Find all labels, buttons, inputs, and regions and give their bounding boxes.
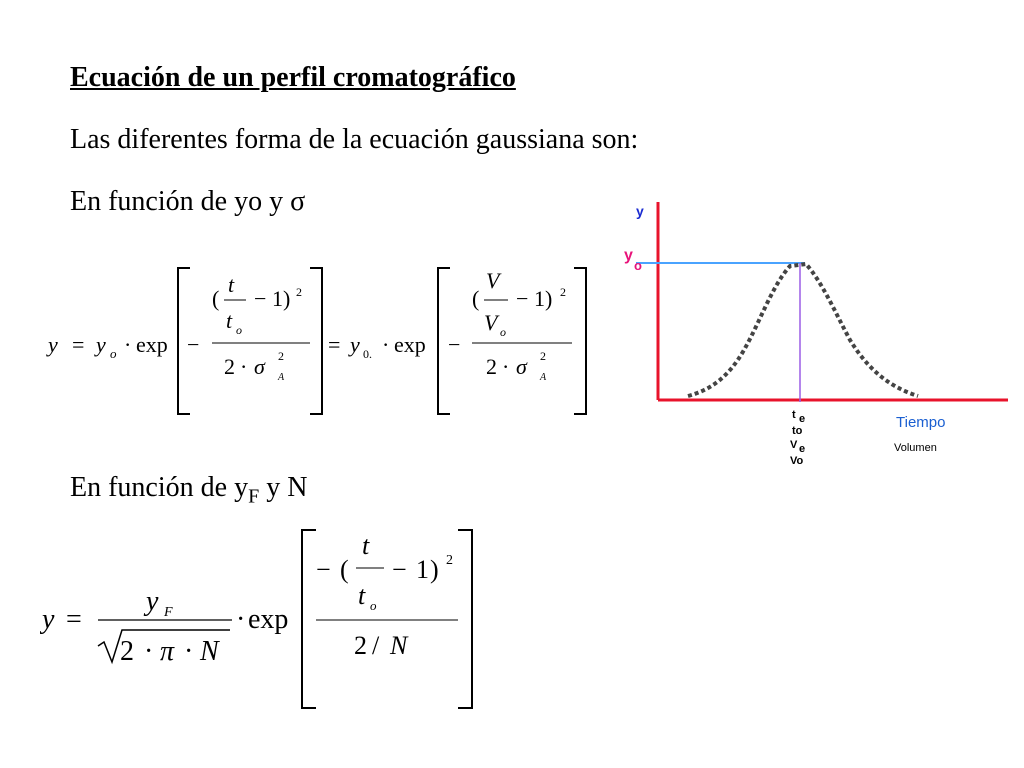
to-label: to — [792, 425, 803, 437]
eq2-bracket-right — [458, 530, 472, 708]
eq2-den-slash: / — [372, 631, 380, 660]
te-label: t — [792, 409, 796, 421]
intro-text: Las diferentes forma de la ecuación gaussiana son: — [70, 124, 639, 155]
ve-label-sub: e — [799, 443, 806, 455]
eq1-lparen2: ( — [472, 286, 480, 311]
eq2-yF-sub: F — [164, 605, 173, 620]
eq2-exp-two: 2 — [446, 553, 453, 568]
eq1-den-two1: 2 — [224, 354, 235, 379]
eq2-t-den-sub: o — [370, 598, 377, 613]
eq1-den-dot2: · — [502, 354, 510, 379]
eq2-minus: − — [316, 555, 331, 584]
eq1-sigma-sq1: 2 — [278, 349, 284, 363]
eq2-one: 1 — [416, 555, 429, 584]
eq1-sigma1: σ — [254, 354, 265, 379]
eq1-minus1: − — [187, 332, 200, 357]
eq1-yo-sub: o — [110, 346, 117, 361]
eq1-bracket-right1 — [310, 268, 322, 414]
eq1-sigma-sub2: A — [540, 372, 547, 383]
eq1-exp-two1: 2 — [296, 285, 302, 299]
eq2-rparen: ) — [430, 555, 439, 584]
eq2-t-num: t — [362, 531, 370, 560]
section2-subscript: F — [248, 485, 260, 508]
eq2-den-two: 2 — [354, 631, 367, 660]
eq1-V-den: V — [484, 310, 498, 335]
eq1-dot2: · — [382, 332, 390, 357]
eq2-N: N — [200, 636, 219, 667]
eq1-sigma-sq2: 2 — [540, 349, 546, 363]
section2-prefix: En función de y — [70, 472, 249, 503]
eq1-bracket-right2 — [574, 268, 586, 414]
eq1-exp2: exp — [394, 332, 426, 357]
section1-prefix: En función de yo y — [70, 186, 291, 217]
eq2-lhs-y: y — [42, 604, 55, 635]
eq1-rparen2: ) — [545, 286, 553, 311]
eq2-den-N: N — [390, 631, 408, 660]
eq2-dot2: · — [184, 636, 194, 667]
eq1-den-dot1: · — [240, 354, 248, 379]
eq1-minus-inner2: − — [516, 286, 529, 311]
eq2-minus-inner: − — [392, 555, 407, 584]
section1-heading — [70, 186, 305, 218]
eq1-minus-inner1: − — [254, 286, 267, 311]
eq1-lparen1: ( — [212, 286, 220, 311]
eq1-one1: 1 — [272, 286, 283, 311]
eq1-V-num: V — [486, 268, 500, 293]
ve-label: V — [790, 439, 798, 451]
slide-title: Ecuación de un perfil cromatográfico — [70, 62, 516, 93]
yo-label: y — [624, 247, 633, 264]
yo-label-sub: o — [634, 258, 642, 273]
eq1-exp-two2: 2 — [560, 285, 566, 299]
eq1-equals2: = — [328, 332, 341, 357]
eq1-yo-y: y — [96, 332, 106, 357]
sigma-symbol: σ — [290, 186, 306, 217]
eq2-pi: π — [160, 636, 175, 667]
eq1-equals: = — [72, 332, 85, 357]
section2-heading — [70, 472, 307, 509]
vo-label: Vo — [790, 455, 804, 467]
eq2-lparen: ( — [340, 555, 349, 584]
eq1-den-two2: 2 — [486, 354, 497, 379]
eq2-equals: = — [66, 604, 82, 635]
eq1-lhs-y: y — [48, 332, 58, 357]
eq1-rparen1: ) — [283, 286, 291, 311]
eq1-t-den-sub: o — [236, 323, 242, 337]
eq1-sigma2: σ — [516, 354, 527, 379]
equation-1 — [40, 262, 600, 422]
eq2-dot3: · — [236, 604, 246, 635]
eq1-dot1: · — [124, 332, 132, 357]
eq1-y0: y — [350, 332, 360, 357]
eq2-two: 2 — [120, 636, 134, 667]
x-axis-label-time: Tiempo — [896, 414, 946, 431]
section2-suffix: y N — [259, 472, 308, 503]
equation-2 — [40, 524, 500, 714]
x-axis-label-volume: Volumen — [894, 442, 937, 454]
eq2-exp: exp — [248, 604, 289, 635]
eq2-yF-y: y — [146, 586, 159, 617]
eq1-t-num: t — [228, 272, 235, 297]
chromatogram-figure — [600, 190, 1010, 480]
te-label-sub: e — [799, 413, 806, 425]
eq1-y0-sub: 0. — [363, 347, 372, 361]
eq2-t-den: t — [358, 581, 366, 610]
eq1-one2: 1 — [534, 286, 545, 311]
eq2-bracket-left — [302, 530, 316, 708]
eq1-V-den-sub: o — [500, 325, 506, 339]
eq2-dot1: · — [144, 636, 154, 667]
eq1-t-den: t — [226, 308, 233, 333]
chromatographic-peak — [688, 264, 918, 396]
y-axis-label: y — [636, 203, 644, 219]
eq1-sigma-sub1: A — [278, 372, 285, 383]
eq1-exp1: exp — [136, 332, 168, 357]
eq1-minus2: − — [448, 332, 461, 357]
